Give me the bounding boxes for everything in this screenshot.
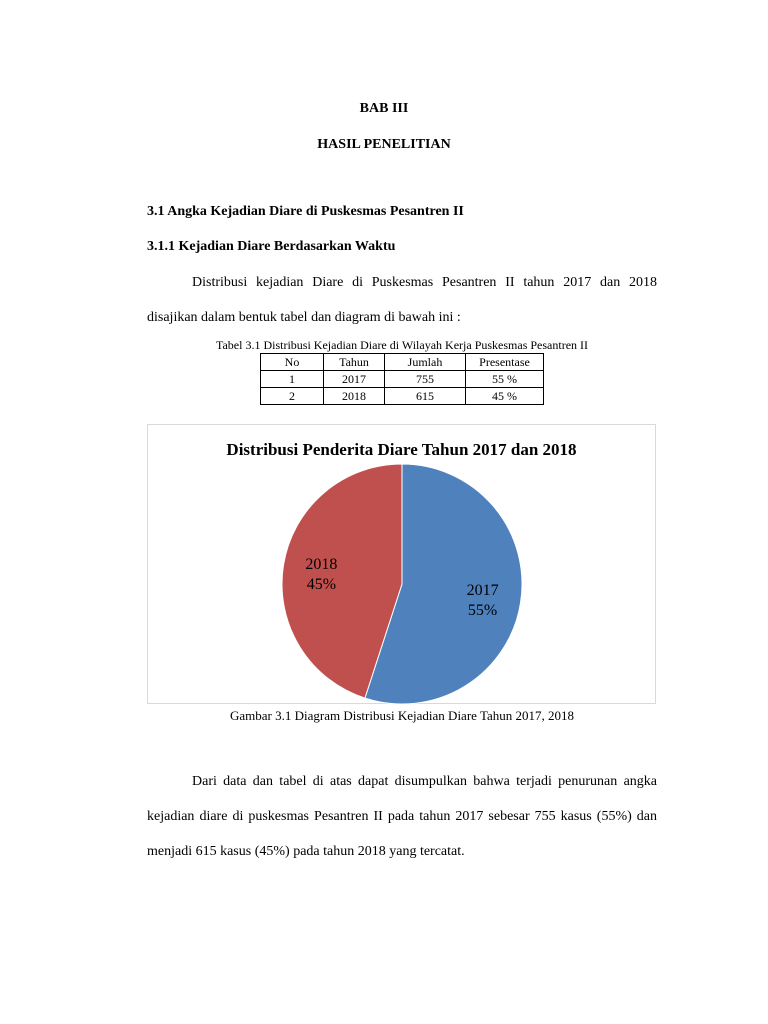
table-row [261, 371, 544, 388]
table-cell: 1 [261, 371, 324, 388]
subsection-heading: 3.1.1 Kejadian Diare Berdasarkan Waktu [147, 239, 396, 254]
chapter-title: HASIL PENELITIAN [317, 137, 451, 152]
chart-title: Distribusi Penderita Diare Tahun 2017 dan 2018 [226, 440, 577, 459]
table-header-cell: No [261, 354, 324, 371]
pie-label-2017: 2017 55% [466, 581, 499, 619]
table-row [261, 388, 544, 405]
table-cell: 55 % [466, 371, 544, 388]
pie-chart [147, 424, 656, 704]
intro-paragraph: Distribusi kejadian Diare di Puskesmas Pesantren II tahun 2017 dan 2018 disajikan dalam bentuk tabel dan diagram di bawah ini : [147, 275, 657, 325]
data-table [260, 353, 544, 405]
table-header-row [261, 354, 544, 371]
table-cell: 2018 [324, 388, 385, 405]
chapter-number: BAB III [359, 101, 409, 116]
pie-label-2018: 2018 45% [305, 556, 338, 594]
table-header-cell: Jumlah [385, 354, 466, 371]
figure-caption: Gambar 3.1 Diagram Distribusi Kejadian Diare Tahun 2017, 2018 [230, 708, 574, 723]
section-heading: 3.1 Angka Kejadian Diare di Puskesmas Pesantren II [147, 204, 464, 219]
table-header-cell: Presentase [466, 354, 544, 371]
table-cell: 2 [261, 388, 324, 405]
table-header-cell: Tahun [324, 354, 385, 371]
table-cell: 45 % [466, 388, 544, 405]
conclusion-paragraph: Dari data dan tabel di atas dapat disumpulkan bahwa terjadi penurunan angka kejadian diare di puskesmas Pesantren II pada tahun 2017 sebesar 755 kasus (55%) dan menjadi 615 kasus (45%) pada tahun 2018 yang tercatat. [147, 774, 657, 859]
table-cell: 2017 [324, 371, 385, 388]
table-cell: 755 [385, 371, 466, 388]
table-caption: Tabel 3.1 Distribusi Kejadian Diare di Wilayah Kerja Puskesmas Pesantren II [215, 338, 589, 352]
table-cell: 615 [385, 388, 466, 405]
